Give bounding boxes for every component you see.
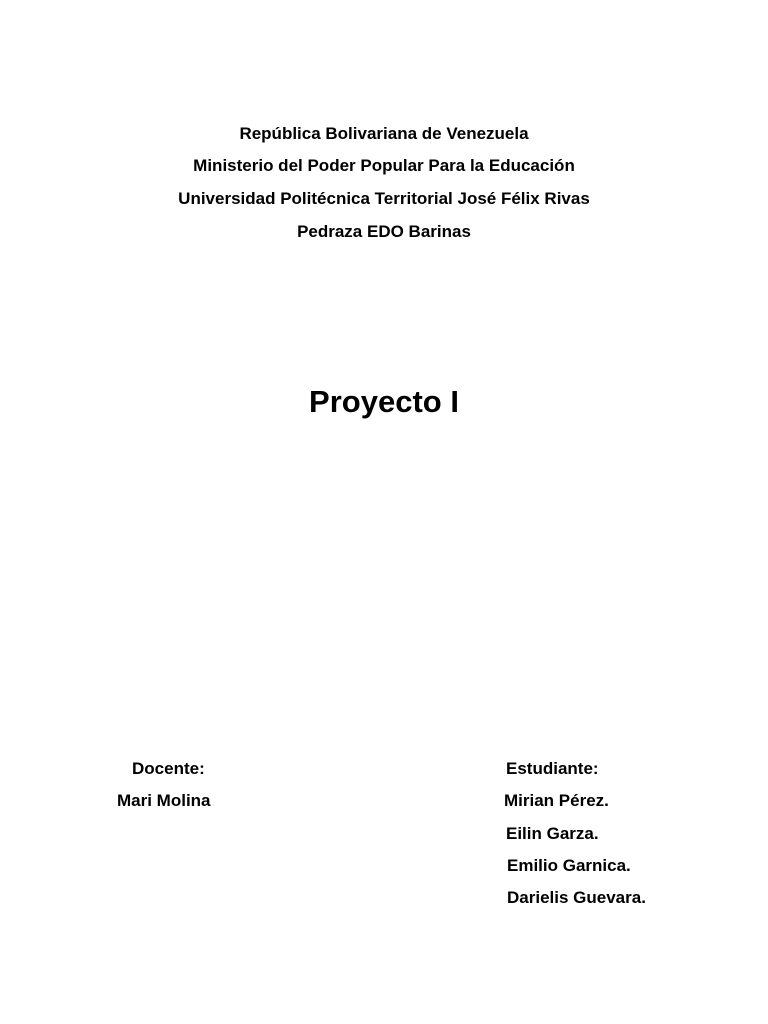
student-name: Darielis Guevara. xyxy=(507,888,646,907)
document-title: Proyecto I xyxy=(309,384,459,419)
docente-name: Mari Molina xyxy=(117,791,211,810)
header-location: Pedraza EDO Barinas xyxy=(297,222,471,241)
docente-heading: Docente: xyxy=(132,759,205,778)
header-country: República Bolivariana de Venezuela xyxy=(239,124,529,143)
header-university: Universidad Politécnica Territorial José Félix Rivas xyxy=(178,189,590,208)
student-name: Eilin Garza. xyxy=(506,824,599,843)
estudiante-heading: Estudiante: xyxy=(506,759,599,778)
header-ministry: Ministerio del Poder Popular Para la Educación xyxy=(193,156,575,175)
student-name: Emilio Garnica. xyxy=(507,856,631,875)
student-name: Mirian Pérez. xyxy=(504,791,609,810)
